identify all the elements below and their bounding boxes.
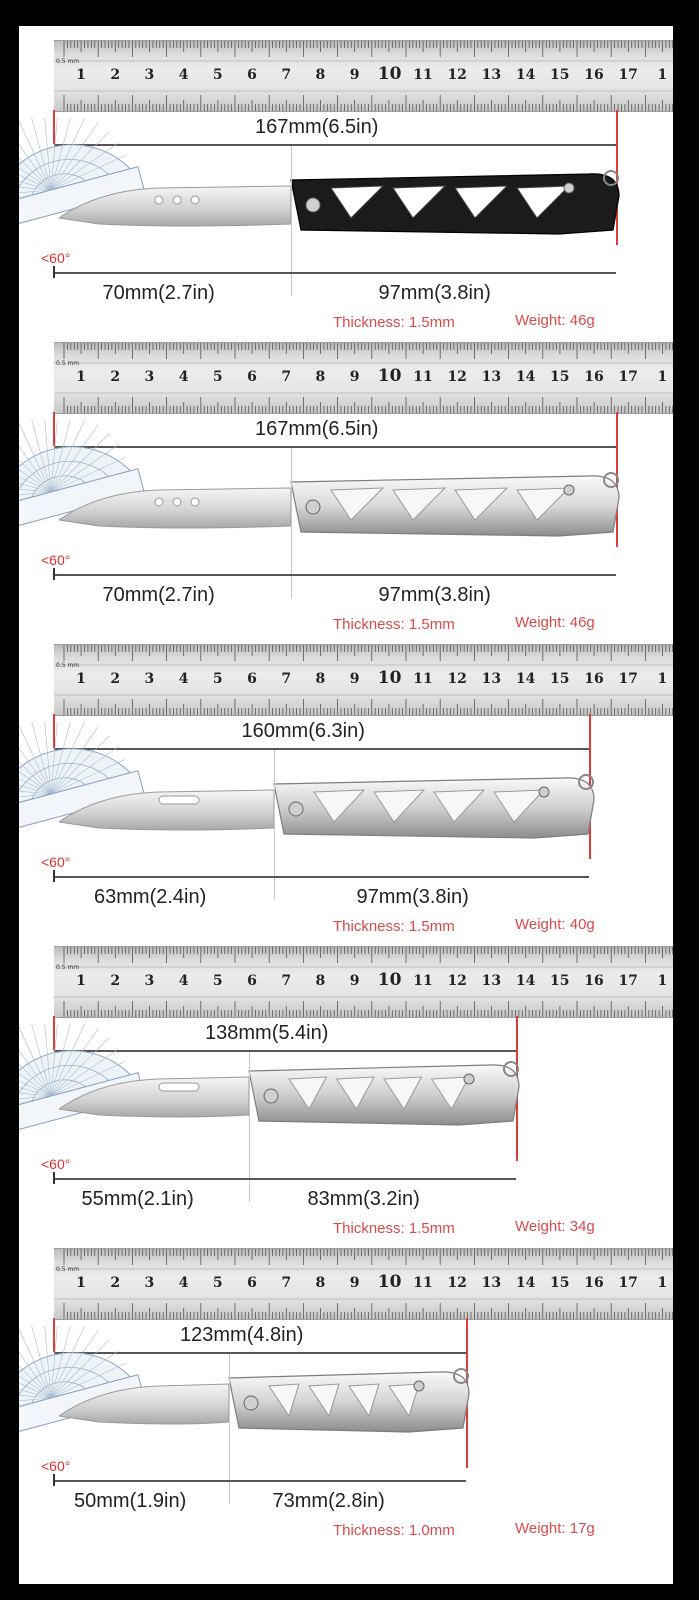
ruler-number: 14 xyxy=(515,67,536,83)
ruler-number: 4 xyxy=(178,67,189,83)
ruler-number: 6 xyxy=(247,671,257,687)
ruler-number: 7 xyxy=(281,369,292,385)
dimension-end-tick xyxy=(53,870,55,882)
thickness-spec: Thickness: 1.5mm xyxy=(333,918,455,935)
ruler-number: 3 xyxy=(144,973,155,989)
weight-spec: Weight: 34g xyxy=(515,1218,595,1235)
ruler-number: 13 xyxy=(481,67,502,83)
ruler-number: 15 xyxy=(550,671,570,687)
total-length-label: 123mm(4.8in) xyxy=(180,1324,304,1346)
knife-image xyxy=(59,468,639,578)
ruler-number: 5 xyxy=(212,369,223,385)
split-line xyxy=(249,1052,250,1202)
ruler-number: 10 xyxy=(377,64,402,84)
ruler-number: 17 xyxy=(618,67,638,83)
total-length-label: 167mm(6.5in) xyxy=(255,418,379,440)
ruler-number: 12 xyxy=(447,973,467,989)
ruler-number: 14 xyxy=(515,973,536,989)
ruler-number: 3 xyxy=(144,1275,155,1291)
split-line xyxy=(274,750,275,900)
ruler-number: 7 xyxy=(281,67,292,83)
ruler-number: 9 xyxy=(349,369,360,385)
part-length-line xyxy=(54,1480,466,1482)
ruler-number: 11 xyxy=(413,1275,433,1291)
ruler-number: 12 xyxy=(447,671,467,687)
knife-panel xyxy=(19,26,673,333)
ruler-number: 9 xyxy=(349,67,360,83)
ruler-number: 11 xyxy=(413,671,433,687)
ruler-number: 6 xyxy=(247,1275,257,1291)
ruler xyxy=(54,40,673,112)
ruler-number: 10 xyxy=(377,970,402,990)
ruler-number: 1 xyxy=(657,67,668,83)
knife-image xyxy=(59,1057,539,1167)
ruler-number: 16 xyxy=(584,671,604,687)
ruler-number: 1 xyxy=(76,973,86,989)
ruler-number: 15 xyxy=(550,973,570,989)
ruler-number: 5 xyxy=(212,973,223,989)
ruler-number: 17 xyxy=(618,671,638,687)
ruler-number: 1 xyxy=(76,671,86,687)
weight-spec: Weight: 46g xyxy=(515,312,595,329)
total-length-label: 160mm(6.3in) xyxy=(241,720,365,742)
ruler-number: 2 xyxy=(110,671,121,687)
ruler-number: 16 xyxy=(584,67,604,83)
ruler-number: 12 xyxy=(447,1275,467,1291)
blade-length-label: 50mm(1.9in) xyxy=(74,1490,187,1512)
ruler-number: 1 xyxy=(657,1275,668,1291)
ruler-number: 6 xyxy=(247,369,257,385)
dimension-end-tick xyxy=(53,266,55,278)
ruler-number: 9 xyxy=(349,973,360,989)
ruler-number: 14 xyxy=(515,671,536,687)
knife-panel xyxy=(19,1234,673,1541)
weight-spec: Weight: 46g xyxy=(515,614,595,631)
ruler-number: 9 xyxy=(349,671,360,687)
blade-length-label: 70mm(2.7in) xyxy=(102,584,215,606)
angle-label: <60° xyxy=(41,854,71,870)
ruler-number: 1 xyxy=(657,369,668,385)
ruler-number: 8 xyxy=(315,67,326,83)
ruler-number: 4 xyxy=(178,369,189,385)
ruler-number: 14 xyxy=(515,369,536,385)
ruler-number: 17 xyxy=(618,973,638,989)
dimension-end-tick xyxy=(53,1172,55,1184)
ruler-number: 17 xyxy=(618,1275,638,1291)
ruler-number: 8 xyxy=(315,369,326,385)
ruler-number: 1 xyxy=(76,369,86,385)
ruler-number: 5 xyxy=(212,67,223,83)
ruler-number: 8 xyxy=(315,1275,326,1291)
ruler-number: 12 xyxy=(447,369,467,385)
ruler-number: 10 xyxy=(377,1272,402,1292)
ruler-unit-label: 0.5 mm xyxy=(56,360,80,367)
ruler-number: 1 xyxy=(657,973,668,989)
ruler-number: 6 xyxy=(247,67,257,83)
ruler-number: 7 xyxy=(281,1275,292,1291)
part-length-line xyxy=(54,876,589,878)
ruler-number: 4 xyxy=(178,973,189,989)
handle-length-label: 73mm(2.8in) xyxy=(272,1490,385,1512)
ruler-number: 12 xyxy=(447,67,467,83)
ruler-number: 13 xyxy=(481,1275,502,1291)
total-length-label: 138mm(5.4in) xyxy=(205,1022,329,1044)
handle-length-label: 97mm(3.8in) xyxy=(378,282,491,304)
ruler-number: 9 xyxy=(349,1275,360,1291)
ruler-number: 11 xyxy=(413,67,433,83)
ruler-number: 15 xyxy=(550,369,570,385)
handle-length-label: 83mm(3.2in) xyxy=(307,1188,420,1210)
ruler-number: 13 xyxy=(481,671,502,687)
ruler-number: 5 xyxy=(212,1275,223,1291)
ruler-number: 13 xyxy=(481,369,502,385)
ruler-number: 17 xyxy=(618,369,638,385)
knife-panel xyxy=(19,328,673,635)
ruler-unit-label: 0.5 mm xyxy=(56,964,80,971)
ruler-number: 13 xyxy=(481,973,502,989)
knife-image xyxy=(59,1364,489,1474)
ruler-number: 7 xyxy=(281,973,292,989)
angle-label: <60° xyxy=(41,1458,71,1474)
ruler-unit-label: 0.5 mm xyxy=(56,1266,80,1273)
ruler-number: 2 xyxy=(110,369,121,385)
handle-length-label: 97mm(3.8in) xyxy=(378,584,491,606)
thickness-spec: Thickness: 1.5mm xyxy=(333,616,455,633)
ruler-number: 1 xyxy=(76,1275,86,1291)
knife-panel xyxy=(19,630,673,937)
ruler xyxy=(54,644,673,716)
ruler-number: 4 xyxy=(178,1275,189,1291)
ruler-number: 3 xyxy=(144,671,155,687)
ruler-number: 2 xyxy=(110,1275,121,1291)
ruler xyxy=(54,342,673,414)
ruler-number: 6 xyxy=(247,973,257,989)
ruler-number: 1 xyxy=(76,67,86,83)
ruler-number: 7 xyxy=(281,671,292,687)
angle-label: <60° xyxy=(41,552,71,568)
ruler-number: 16 xyxy=(584,369,604,385)
ruler xyxy=(54,1248,673,1320)
part-length-line xyxy=(54,272,616,274)
ruler-number: 16 xyxy=(584,973,604,989)
ruler-number: 15 xyxy=(550,1275,570,1291)
dimension-end-tick xyxy=(53,568,55,580)
ruler-number: 5 xyxy=(212,671,223,687)
angle-label: <60° xyxy=(41,250,71,266)
ruler-number: 3 xyxy=(144,369,155,385)
ruler-number: 15 xyxy=(550,67,570,83)
part-length-line xyxy=(54,1178,516,1180)
ruler-number: 2 xyxy=(110,67,121,83)
ruler-unit-label: 0.5 mm xyxy=(56,58,80,65)
ruler-number: 8 xyxy=(315,671,326,687)
blade-length-label: 63mm(2.4in) xyxy=(94,886,207,908)
knife-image xyxy=(59,770,614,880)
ruler-number: 3 xyxy=(144,67,155,83)
ruler-number: 1 xyxy=(657,671,668,687)
thickness-spec: Thickness: 1.5mm xyxy=(333,314,455,331)
knife-panel xyxy=(19,932,673,1239)
thickness-spec: Thickness: 1.0mm xyxy=(333,1522,455,1539)
split-line xyxy=(291,146,292,296)
ruler-number: 10 xyxy=(377,366,402,386)
thickness-spec: Thickness: 1.5mm xyxy=(333,1220,455,1237)
ruler-unit-label: 0.5 mm xyxy=(56,662,80,669)
angle-label: <60° xyxy=(41,1156,71,1172)
ruler-number: 11 xyxy=(413,973,433,989)
blade-length-label: 55mm(2.1in) xyxy=(81,1188,194,1210)
dimension-end-tick xyxy=(53,1474,55,1486)
ruler-number: 10 xyxy=(377,668,402,688)
split-line xyxy=(291,448,292,598)
weight-spec: Weight: 40g xyxy=(515,916,595,933)
blade-length-label: 70mm(2.7in) xyxy=(102,282,215,304)
ruler-number: 16 xyxy=(584,1275,604,1291)
weight-spec: Weight: 17g xyxy=(515,1520,595,1537)
ruler-number: 11 xyxy=(413,369,433,385)
split-line xyxy=(229,1354,230,1504)
ruler-number: 8 xyxy=(315,973,326,989)
ruler-number: 4 xyxy=(178,671,189,687)
product-canvas xyxy=(19,26,673,1584)
knife-image xyxy=(59,166,639,276)
total-length-label: 167mm(6.5in) xyxy=(255,116,379,138)
part-length-line xyxy=(54,574,616,576)
ruler xyxy=(54,946,673,1018)
ruler-number: 2 xyxy=(110,973,121,989)
handle-length-label: 97mm(3.8in) xyxy=(356,886,469,908)
ruler-number: 14 xyxy=(515,1275,536,1291)
